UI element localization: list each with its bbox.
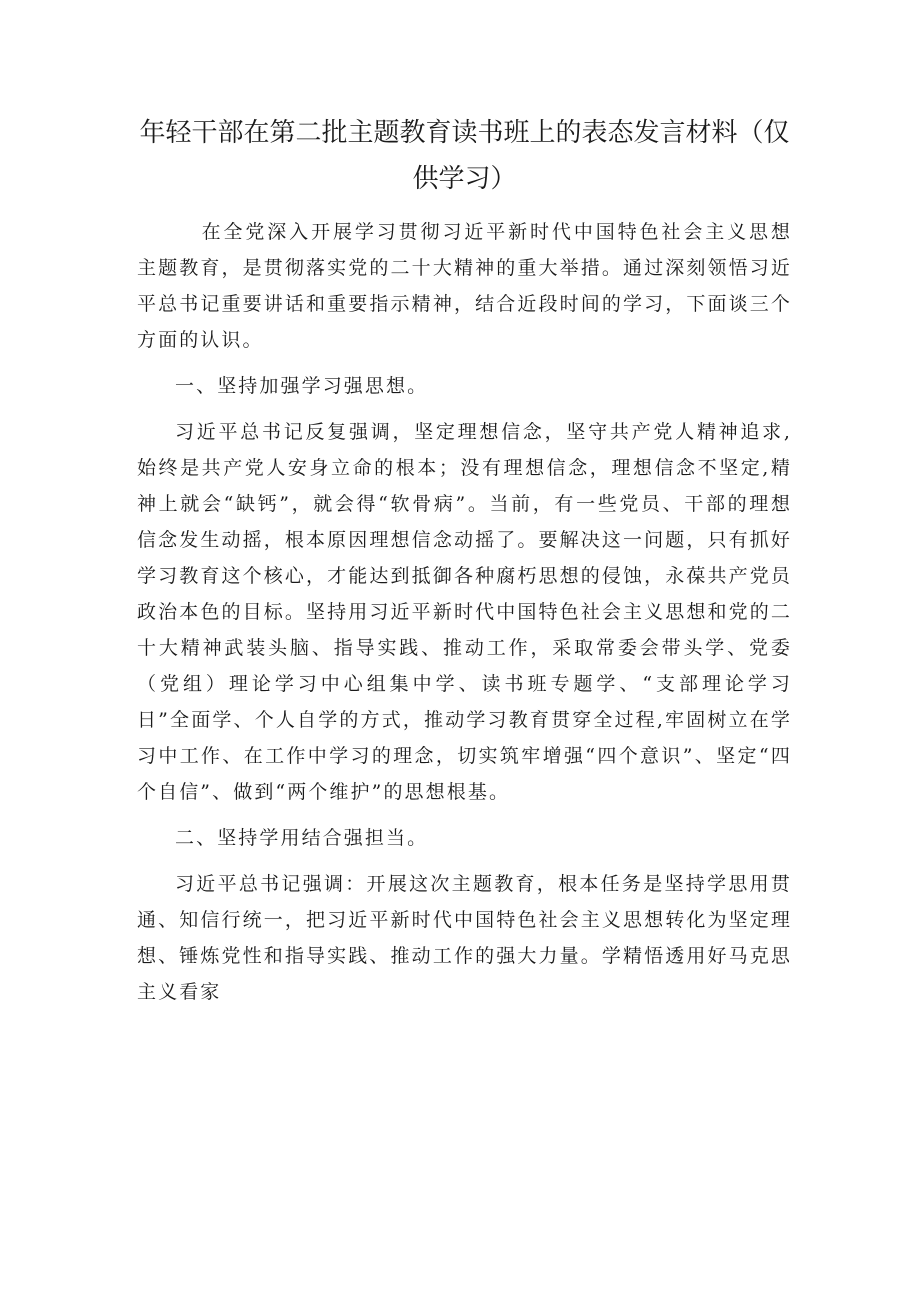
intro-paragraph: 在全党深入开展学习贯彻习近平新时代中国特色社会主义思想主题教育，是贯彻落实党的二十大精神的重大举措。通过深刻领悟习近平总书记重要讲话和重要指示精神，结合近段时间的学习，下面谈三个方面的认识。 bbox=[137, 221, 792, 351]
section-1-paragraph: 习近平总书记反复强调，坚定理想信念，坚守共产党人精神追求,始终是共产党人安身立命的根本；没有理想信念，理想信念不坚定,精神上就会“缺钙”，就会得“软骨病”。当前，有一些党员、干部的理想信念发生动摇，根本原因理想信念动摇了。要解决这一问题，只有抓好学习教育这个核心，才能达到抵御各种腐朽思想的侵蚀，永葆共产党员政治本色的目标。坚持用习近平新时代中国特色社会主义思想和党的二十大精神武装头脑、指导实践、推动工作，采取常委会带头学、党委（党组）理论学习中心组集中学、读书班专题学、“支部理论学习日”全面学、个人自学的方式，推动学习教育贯穿全过程,牢固树立在学习中工作、在工作中学习的理念，切实筑牢增强“四个意识”、坚定“四个自信”、做到“两个维护”的思想根基。 bbox=[137, 421, 792, 803]
section-2-paragraph: 习近平总书记强调：开展这次主题教育，根本任务是坚持学思用贯通、知信行统一，把习近平新时代中国特色社会主义思想转化为坚定理想、锤炼党性和指导实践、推动工作的强大力量。学精悟透用好马克思主义看家 bbox=[137, 873, 792, 1003]
section-heading-2: 二、坚持学用结合强担当。 bbox=[175, 827, 429, 849]
section-heading-1: 一、坚持加强学习强思想。 bbox=[175, 375, 429, 397]
document-page bbox=[137, 110, 792, 1010]
document-title: 年轻干部在第二批主题教育读书班上的表态发言材料（仅供学习） bbox=[139, 118, 790, 194]
